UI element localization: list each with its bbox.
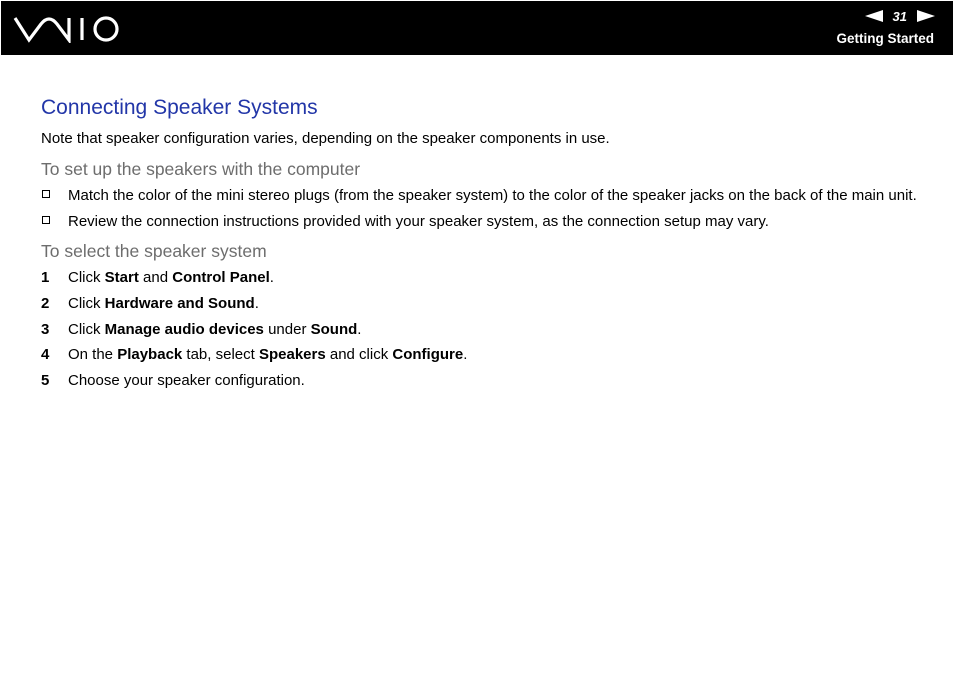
page-navigation — [865, 7, 935, 25]
setup-list — [41, 186, 921, 231]
step-number: 1 — [41, 269, 50, 286]
intro-paragraph: Note that speaker configuration varies, depending on the speaker components in use. — [41, 130, 610, 147]
setup-heading: To set up the speakers with the computer — [41, 159, 361, 179]
page-number: 31 — [892, 8, 907, 24]
prev-page-arrow-icon[interactable] — [865, 10, 883, 22]
select-heading: To select the speaker system — [41, 241, 267, 261]
step-item — [41, 346, 921, 364]
next-page-arrow-icon[interactable] — [917, 10, 935, 22]
list-item — [41, 212, 921, 231]
step-keyword: Control Panel — [172, 269, 270, 286]
step-item — [41, 321, 921, 339]
step-text: Choose your speaker configuration. — [68, 372, 305, 390]
step-text: . — [254, 294, 259, 312]
list-item — [41, 186, 921, 205]
step-keyword: Speakers — [258, 346, 326, 364]
step-keyword: Configure — [392, 346, 464, 364]
step-item — [41, 372, 921, 390]
step-number: 5 — [41, 372, 50, 390]
step-text: . — [463, 346, 468, 364]
step-number: 2 — [41, 294, 50, 312]
step-keyword: Sound — [310, 320, 358, 338]
step-text: under — [263, 320, 311, 338]
page-title: Connecting Speaker Systems — [41, 96, 318, 119]
step-text: Click — [68, 269, 105, 286]
step-text: . — [269, 269, 274, 286]
section-name: Getting Started — [836, 31, 934, 46]
steps-list — [41, 269, 921, 390]
list-item-text: Review the connection instructions provided with your speaker system, as the connection setup may vary. — [68, 213, 769, 230]
step-keyword: Playback — [117, 346, 183, 364]
step-item — [41, 269, 921, 287]
step-text: and click — [325, 346, 393, 364]
step-keyword: Start — [104, 269, 139, 286]
step-item — [41, 295, 921, 313]
page-header — [1, 1, 953, 55]
vaio-logo — [13, 15, 121, 43]
step-keyword: Hardware and Sound — [104, 294, 255, 312]
step-number: 4 — [41, 346, 50, 364]
step-text: Click — [68, 320, 105, 338]
list-item-text: Match the color of the mini stereo plugs (from the speaker system) to the color of the speaker jacks on the back of the main unit. — [68, 187, 917, 204]
step-text: . — [357, 320, 362, 338]
step-text: Click — [68, 294, 105, 312]
step-text: and — [138, 269, 173, 286]
step-number: 3 — [41, 320, 50, 338]
page-content — [41, 95, 921, 398]
checkbox-bullet-icon — [42, 190, 50, 198]
step-text: On the — [68, 346, 118, 364]
step-keyword: Manage audio devices — [104, 320, 264, 338]
step-text: tab, select — [182, 346, 259, 364]
checkbox-bullet-icon — [42, 216, 50, 224]
